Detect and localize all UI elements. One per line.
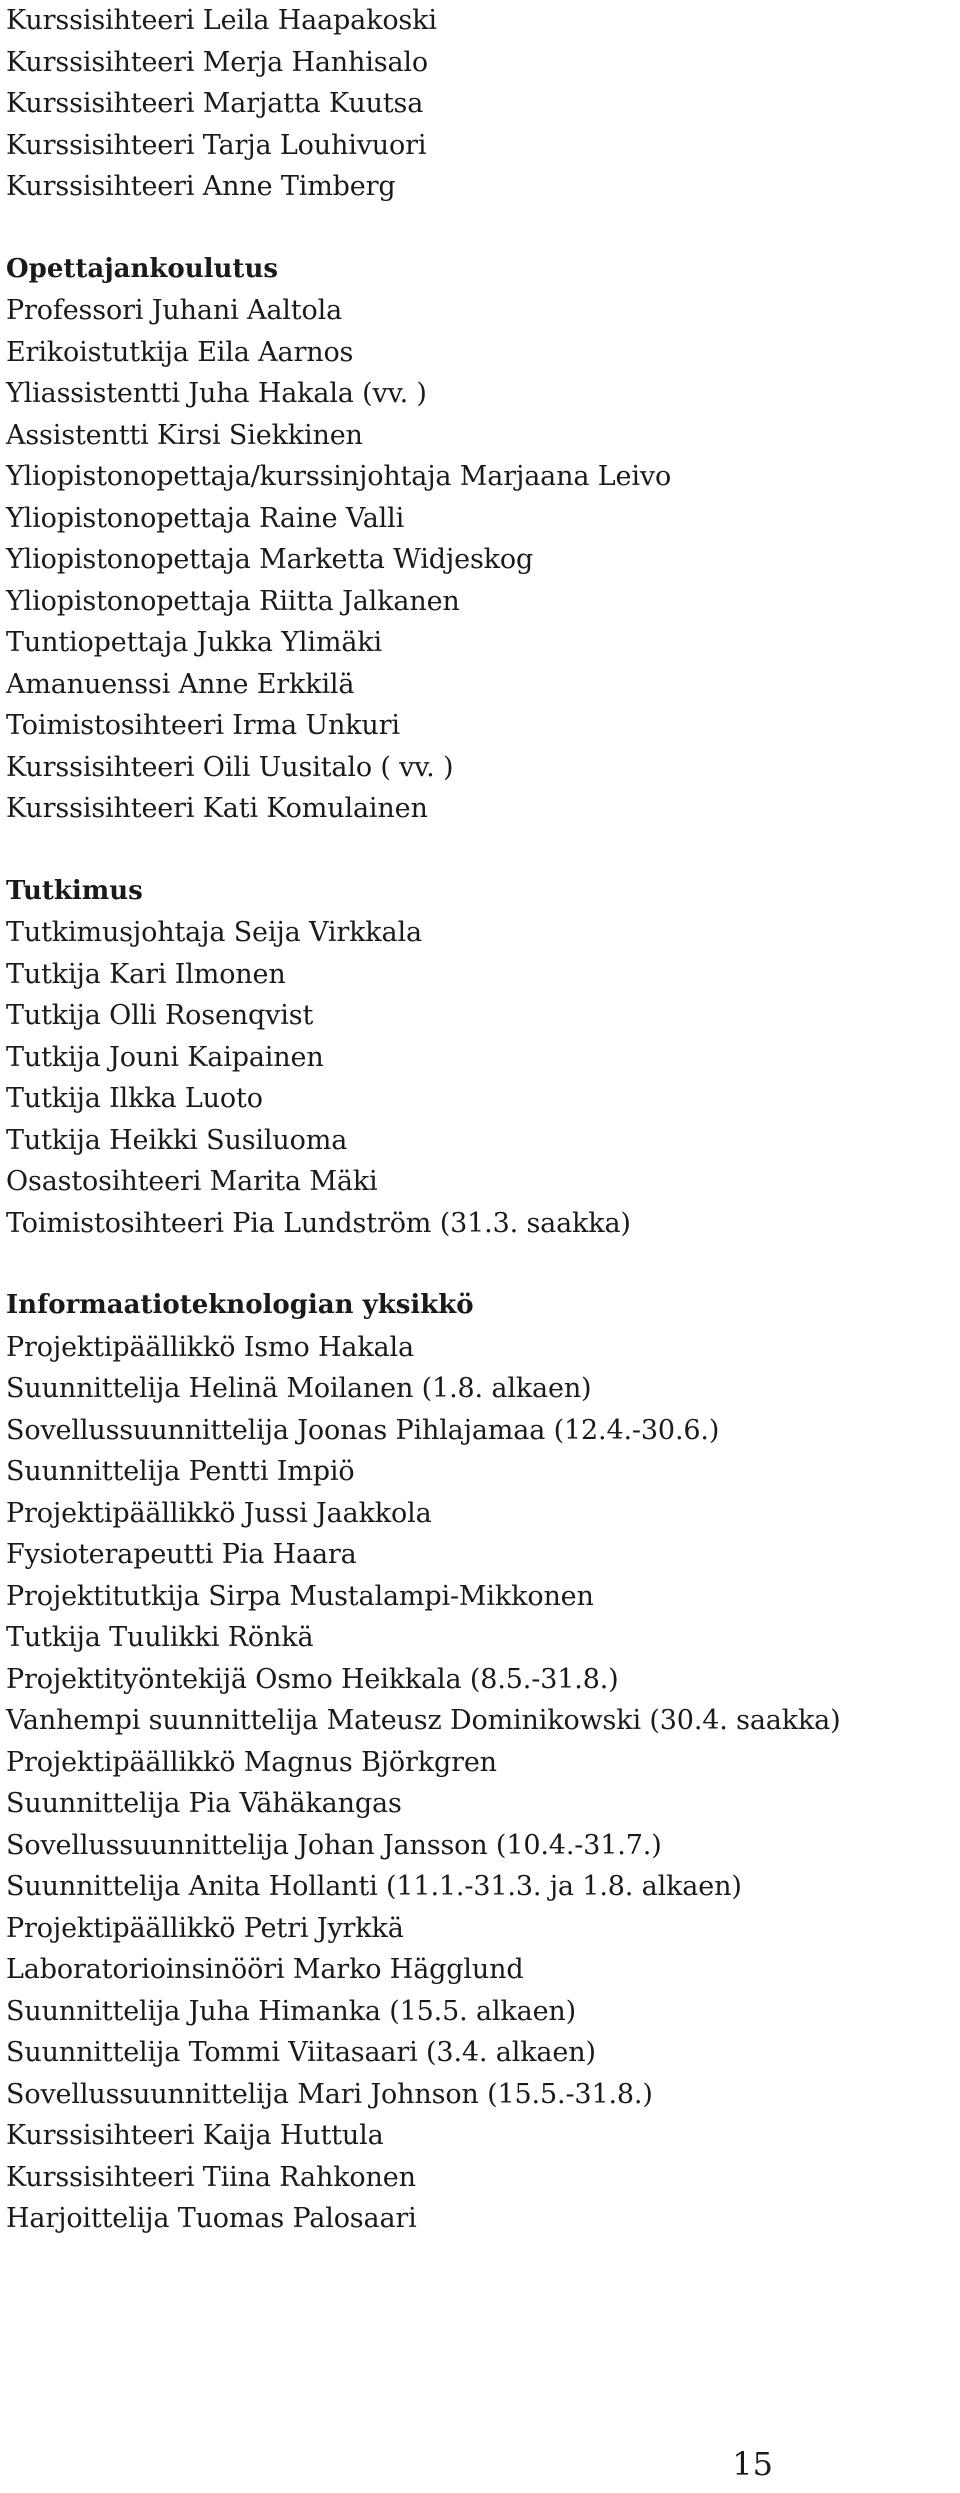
section-informaatioteknologian-yksikkö [6, 1285, 956, 2240]
staff-entry: Tutkija Heikki Susiluoma [6, 1124, 348, 1156]
staff-entry: Kurssisihteeri Oili Uusitalo ( vv. ) [6, 751, 454, 783]
staff-entry: Professori Juhani Aaltola [6, 295, 343, 326]
staff-entry: Erikoistutkija Eila Aarnos [6, 336, 354, 368]
staff-entry: Suunnittelija Anita Hollanti (11.1.-31.3. ja 1.8. alkaen) [6, 1871, 742, 1902]
staff-entry: Kurssisihteeri Anne Timberg [6, 171, 396, 202]
staff-entry: Tutkija Jouni Kaipainen [6, 1041, 324, 1073]
section-opettajankoulutus [6, 249, 956, 830]
staff-entry: Tutkija Olli Rosenqvist [6, 1000, 314, 1031]
section-continuation [6, 0, 956, 208]
staff-entry: Suunnittelija Pentti Impiö [6, 1456, 355, 1487]
staff-list [6, 912, 956, 1244]
staff-entry: Tutkija Tuulikki Rönkä [6, 1622, 314, 1653]
staff-entry: Projektipäällikkö Petri Jyrkkä [6, 1912, 404, 1944]
staff-entry: Projektipäällikkö Magnus Björkgren [6, 1746, 497, 1778]
staff-entry: Yliopistonopettaja Marketta Widjeskog [6, 544, 534, 575]
staff-entry: Kurssisihteeri Kaija Huttula [6, 2120, 384, 2151]
section-heading: Tutkimus [6, 875, 143, 906]
staff-entry: Tuntiopettaja Jukka Ylimäki [6, 627, 382, 658]
staff-entry: Tutkija Kari Ilmonen [6, 958, 286, 990]
staff-entry: Projektityöntekijä Osmo Heikkala (8.5.-31.8.) [6, 1663, 619, 1695]
staff-entry: Suunnittelija Helinä Moilanen (1.8. alkaen) [6, 1373, 592, 1404]
staff-entry: Suunnittelija Pia Vähäkangas [6, 1788, 402, 1819]
staff-entry: Assistentti Kirsi Siekkinen [6, 419, 363, 451]
staff-list [6, 0, 956, 208]
staff-entry: Projektipäällikkö Jussi Jaakkola [6, 1497, 432, 1529]
staff-entry: Toimistosihteeri Pia Lundström (31.3. saakka) [6, 1207, 631, 1239]
staff-entry: Toimistosihteeri Irma Unkuri [6, 710, 400, 741]
staff-entry: Fysioterapeutti Pia Haara [6, 1539, 357, 1570]
staff-entry: Kurssisihteeri Kati Komulainen [6, 793, 428, 824]
staff-entry: Harjoittelija Tuomas Palosaari [6, 2203, 417, 2234]
staff-entry: Yliopistonopettaja Riitta Jalkanen [6, 585, 460, 617]
staff-list [6, 1327, 956, 2240]
staff-entry: Tutkimusjohtaja Seija Virkkala [6, 917, 422, 948]
staff-entry: Yliopistonopettaja Raine Valli [6, 502, 405, 534]
section-heading: Opettajankoulutus [6, 253, 278, 284]
staff-entry: Laboratorioinsinööri Marko Hägglund [6, 1954, 524, 1985]
staff-entry: Projektipäällikkö Ismo Hakala [6, 1331, 414, 1363]
staff-entry: Projektitutkija Sirpa Mustalampi-Mikkonen [6, 1580, 594, 1612]
staff-entry: Suunnittelija Juha Himanka (15.5. alkaen) [6, 1995, 577, 2027]
staff-entry: Kurssisihteeri Marjatta Kuutsa [6, 88, 424, 119]
staff-entry: Kurssisihteeri Tiina Rahkonen [6, 2161, 416, 2193]
staff-entry: Tutkija Ilkka Luoto [6, 1083, 263, 1114]
staff-entry: Sovellussuunnittelija Johan Jansson (10.4.-31.7.) [6, 1829, 662, 1861]
page-number: 15 [732, 2445, 773, 2483]
staff-entry: Yliassistentti Juha Hakala (vv. ) [6, 378, 427, 409]
staff-entry: Osastosihteeri Marita Mäki [6, 1166, 378, 1197]
staff-entry: Amanuenssi Anne Erkkilä [6, 668, 355, 700]
staff-entry: Kurssisihteeri Leila Haapakoski [6, 5, 437, 36]
staff-listing [6, 0, 956, 2240]
section-heading: Informaatioteknologian yksikkö [6, 1290, 474, 1320]
staff-entry: Sovellussuunnittelija Joonas Pihlajamaa (12.4.-30.6.) [6, 1414, 720, 1446]
staff-list [6, 290, 956, 830]
staff-entry: Sovellussuunnittelija Mari Johnson (15.5.-31.8.) [6, 2078, 653, 2110]
section-tutkimus [6, 871, 956, 1245]
staff-entry: Kurssisihteeri Tarja Louhivuori [6, 129, 427, 161]
staff-entry: Yliopistonopettaja/kurssinjohtaja Marjaana Leivo [6, 461, 672, 492]
staff-entry: Suunnittelija Tommi Viitasaari (3.4. alkaen) [6, 2037, 596, 2068]
staff-entry: Kurssisihteeri Merja Hanhisalo [6, 46, 429, 78]
staff-entry: Vanhempi suunnittelija Mateusz Dominikowski (30.4. saakka) [6, 1705, 841, 1736]
